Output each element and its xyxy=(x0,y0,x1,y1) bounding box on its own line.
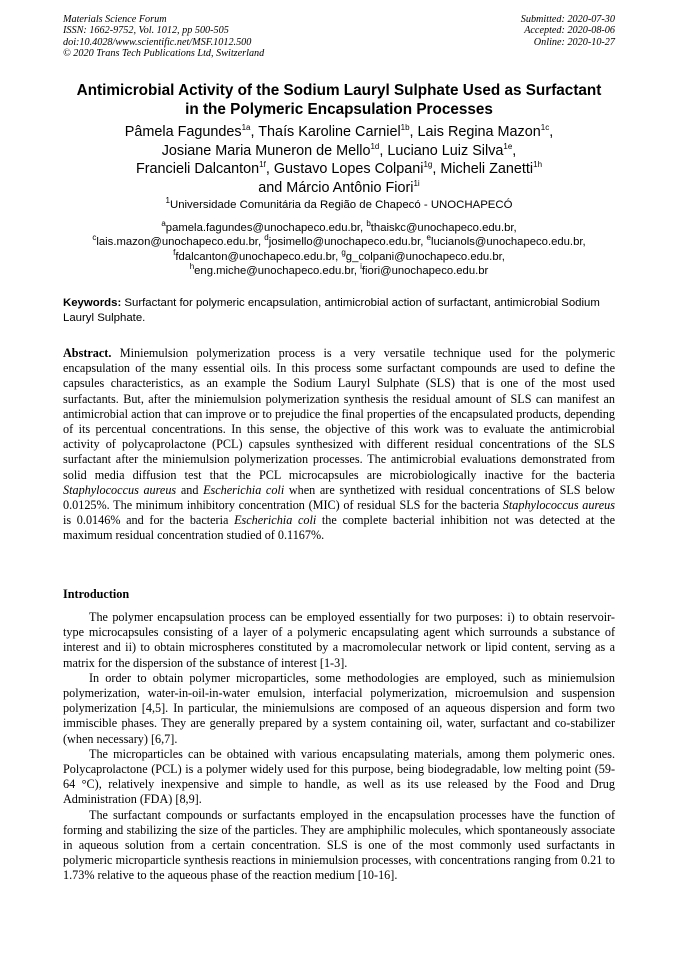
paper-title xyxy=(40,81,638,119)
accepted-date: Accepted: 2020-08-06 xyxy=(524,25,615,37)
email-link[interactable]: josimello@unochapeco.edu.br, xyxy=(268,236,427,249)
title-line-2: in the Polymeric Encapsulation Processes xyxy=(185,101,493,118)
species-name: Staphylococcus aureus xyxy=(502,498,615,513)
email-link[interactable]: lucianols@unochapeco.edu.br, xyxy=(430,236,586,249)
journal-name: Materials Science Forum xyxy=(63,14,167,25)
author-name: Pâmela Fagundes xyxy=(124,124,242,140)
paragraph: The polymer encapsulation process can be employed essentially for two purposes: i) to obtain reservoir-type microcapsules consisting of a layer of a polymeric encapsulating agent which surrounds a substance of interest and ii) to obtain microspheres constituted by a macromolecular network or lipid content, serving as a matrix for the dispersion of the substance of interest [1-3]. xyxy=(63,610,615,670)
paragraph: The surfactant compounds or surfactants employed in the encapsulation processes have the function of forming and stabilizing the size of the particles. They are amphiphilic molecules, which spontaneously associate in aqueous solution from a certain concentration. SLS is one of the most commonly used surfactants in polymeric microparticle synthesis reactions in miniemulsion processes, with concentrations ranging from 0.21 to 1.73% relative to the aqueous phase of the reaction medium [10-16]. xyxy=(63,807,615,883)
affiliation-sup: 1 xyxy=(165,196,170,206)
author-list xyxy=(40,123,638,197)
author-sup: 1h xyxy=(533,160,543,170)
author-sup: 1b xyxy=(400,123,410,133)
species-name: Escherichia coli xyxy=(203,482,285,497)
email-line-1: $^a$pamela.fagundes@unochapeco.edu.br, $^b$thaiskc@unochapeco.edu.br, xyxy=(161,219,517,234)
species-name: Escherichia coli xyxy=(234,513,317,528)
keywords-label: Keywords: xyxy=(63,297,122,309)
email-line-3: $^f$fdalcanton@unochapeco.edu.br, $^g$g_colpani@unochapeco.edu.br, xyxy=(173,248,505,263)
email-link[interactable]: fdalcanton@unochapeco.edu.br, xyxy=(175,250,342,263)
author-name: Lais Regina Mazon xyxy=(417,124,541,140)
author-sup: 1d xyxy=(370,141,380,151)
paragraph: In order to obtain polymer microparticles, some methodologies are employed, such as miniemulsion polymerization, water-in-oil-in-water emulsion, interfacial polymerization, microemulsion and suspension polymerization [4,5]. In particular, the miniemulsions are composed of an aqueous dispersion and form two immiscible phases. They are generally prepared by a system containing oil, water, surfactant and co-stabilizer (when necessary) [6,7]. xyxy=(63,670,615,746)
issn-line: ISSN: 1662-9752, Vol. 1012, pp 500-505 xyxy=(63,25,229,37)
email-list xyxy=(40,221,638,279)
doi-line[interactable]: doi:10.4028/www.scientific.net/MSF.1012.500 xyxy=(63,36,252,48)
author-name: Thaís Karoline Carniel xyxy=(258,124,401,140)
keywords-text: Surfactant for polymeric encapsulation, antimicrobial action of surfactant, antimicrobial Sodium Lauryl Sulphate. xyxy=(63,297,600,324)
email-link[interactable]: pamela.fagundes@unochapeco.edu.br, xyxy=(165,222,367,234)
author-sup: 1e xyxy=(503,141,513,151)
species-name: Staphylococcus aureus xyxy=(63,482,177,497)
author-name: and Márcio Antônio Fiori xyxy=(258,179,414,196)
section-heading-introduction: Introduction xyxy=(63,587,130,601)
paragraph: The microparticles can be obtained with various encapsulating materials, among them polymeric ones. Polycaprolactone (PCL) is a polymer widely used for this purpose, being biodegradable, low melting point (59-64 °C), relatively inexpensive and simple to handle, as well as its use released by the Food and Drug Administration (FDA) [8,9]. xyxy=(63,746,615,807)
author-line-4 xyxy=(40,179,638,198)
copyright-line: © 2020 Trans Tech Publications Ltd, Switzerland xyxy=(63,48,265,60)
affiliation xyxy=(40,198,638,212)
author-line-1: Pâmela Fagundes$^{1a}$, Thaís Karoline Carniel$^{1b}$, Lais Regina Mazon$^{1c}$, xyxy=(124,123,554,140)
email-link[interactable]: lais.mazon@unochapeco.edu.br, xyxy=(96,236,265,249)
author-sup: 1i xyxy=(413,178,420,188)
email-link[interactable]: g_colpani@unochapeco.edu.br, xyxy=(345,250,505,263)
title-line-1: Antimicrobial Activity of the Sodium Lauryl Sulphate Used as Surfactant xyxy=(76,82,602,99)
keywords xyxy=(63,296,615,326)
author-name: Josiane Maria Muneron de Mello xyxy=(161,142,371,159)
abstract: Abstract. Miniemulsion polymerization process is a very versatile technique used for the polymeric encapsulation of the many essential oils. In this process some surfactant compounds are used to define the capsules characteristics, as an example the Sodium Lauryl Sulphate (SLS) that is one of the most used surfactants. But, after the miniemulsion polymerization synthesis the residual amount of SLS can manifest an antimicrobial action that can improve or to prejudice the final properties of the encapsulated products, depending of its percentual concentrations. In this sense, the objective of this work was to evaluate the antimicrobial activity of polycaprolactone (PCL) capsules synthesized with different residual concentrations of the SLS surfactant after the miniemulsion polymerization processes. The antimicrobial evaluations demonstrated from solid media diffusion test that the PCL microcapsules are microbiologically inactive for the bacteria Staphylococcus aureus and Escherichia coli when are synthetized with residual concentrations of SLS below 0.0125%. The minimum inhibitory concentration (MIC) of residual SLS for the bacteria Staphylococcus aureus is 0.0146% and for the bacteria Escherichia coli the complete bacterial inhibition not was detected at the maximum residual concentration studied of 0.1167%. xyxy=(63,346,616,543)
author-sup: 1g xyxy=(423,160,433,170)
email-line-2: $^c$lais.mazon@unochapeco.edu.br, $^d$josimello@unochapeco.edu.br, $^e$lucianols@unochapeco.edu.br, xyxy=(92,233,586,249)
author-name: Luciano Luiz Silva xyxy=(387,142,504,159)
author-sup: 1a xyxy=(241,123,251,133)
submitted-date: Submitted: 2020-07-30 xyxy=(520,14,615,25)
dates-header xyxy=(521,14,615,48)
author-line-2: Josiane Maria Muneron de Mello$^{1d}$, Luciano Luiz Silva$^{1e}$, xyxy=(161,141,517,159)
email-line-4: $^h$eng.miche@unochapeco.edu.br, $^i$fiori@unochapeco.edu.br xyxy=(189,262,489,278)
author-name: Francieli Dalcanton xyxy=(135,161,260,178)
journal-header xyxy=(63,14,264,60)
email-link[interactable]: thaiskc@unochapeco.edu.br, xyxy=(370,222,517,234)
affiliation-text: Universidade Comunitária da Região de Chapecó - UNOCHAPECÓ xyxy=(169,199,513,211)
author-sup: 1c xyxy=(540,123,550,133)
author-name: Micheli Zanetti xyxy=(440,161,534,178)
email-link[interactable]: eng.miche@unochapeco.edu.br, xyxy=(194,265,361,278)
abstract-label: Abstract. xyxy=(63,346,112,360)
email-link[interactable]: fiori@unochapeco.edu.br xyxy=(361,265,489,278)
author-sup: 1f xyxy=(259,160,266,170)
author-name: Gustavo Lopes Colpani xyxy=(273,161,424,178)
introduction-body xyxy=(63,610,615,884)
online-date: Online: 2020-10-27 xyxy=(533,36,615,48)
author-line-3: Francieli Dalcanton$^{1f}$, Gustavo Lopes Colpani$^{1g}$, Micheli Zanetti$^{1h}$ xyxy=(135,160,543,178)
